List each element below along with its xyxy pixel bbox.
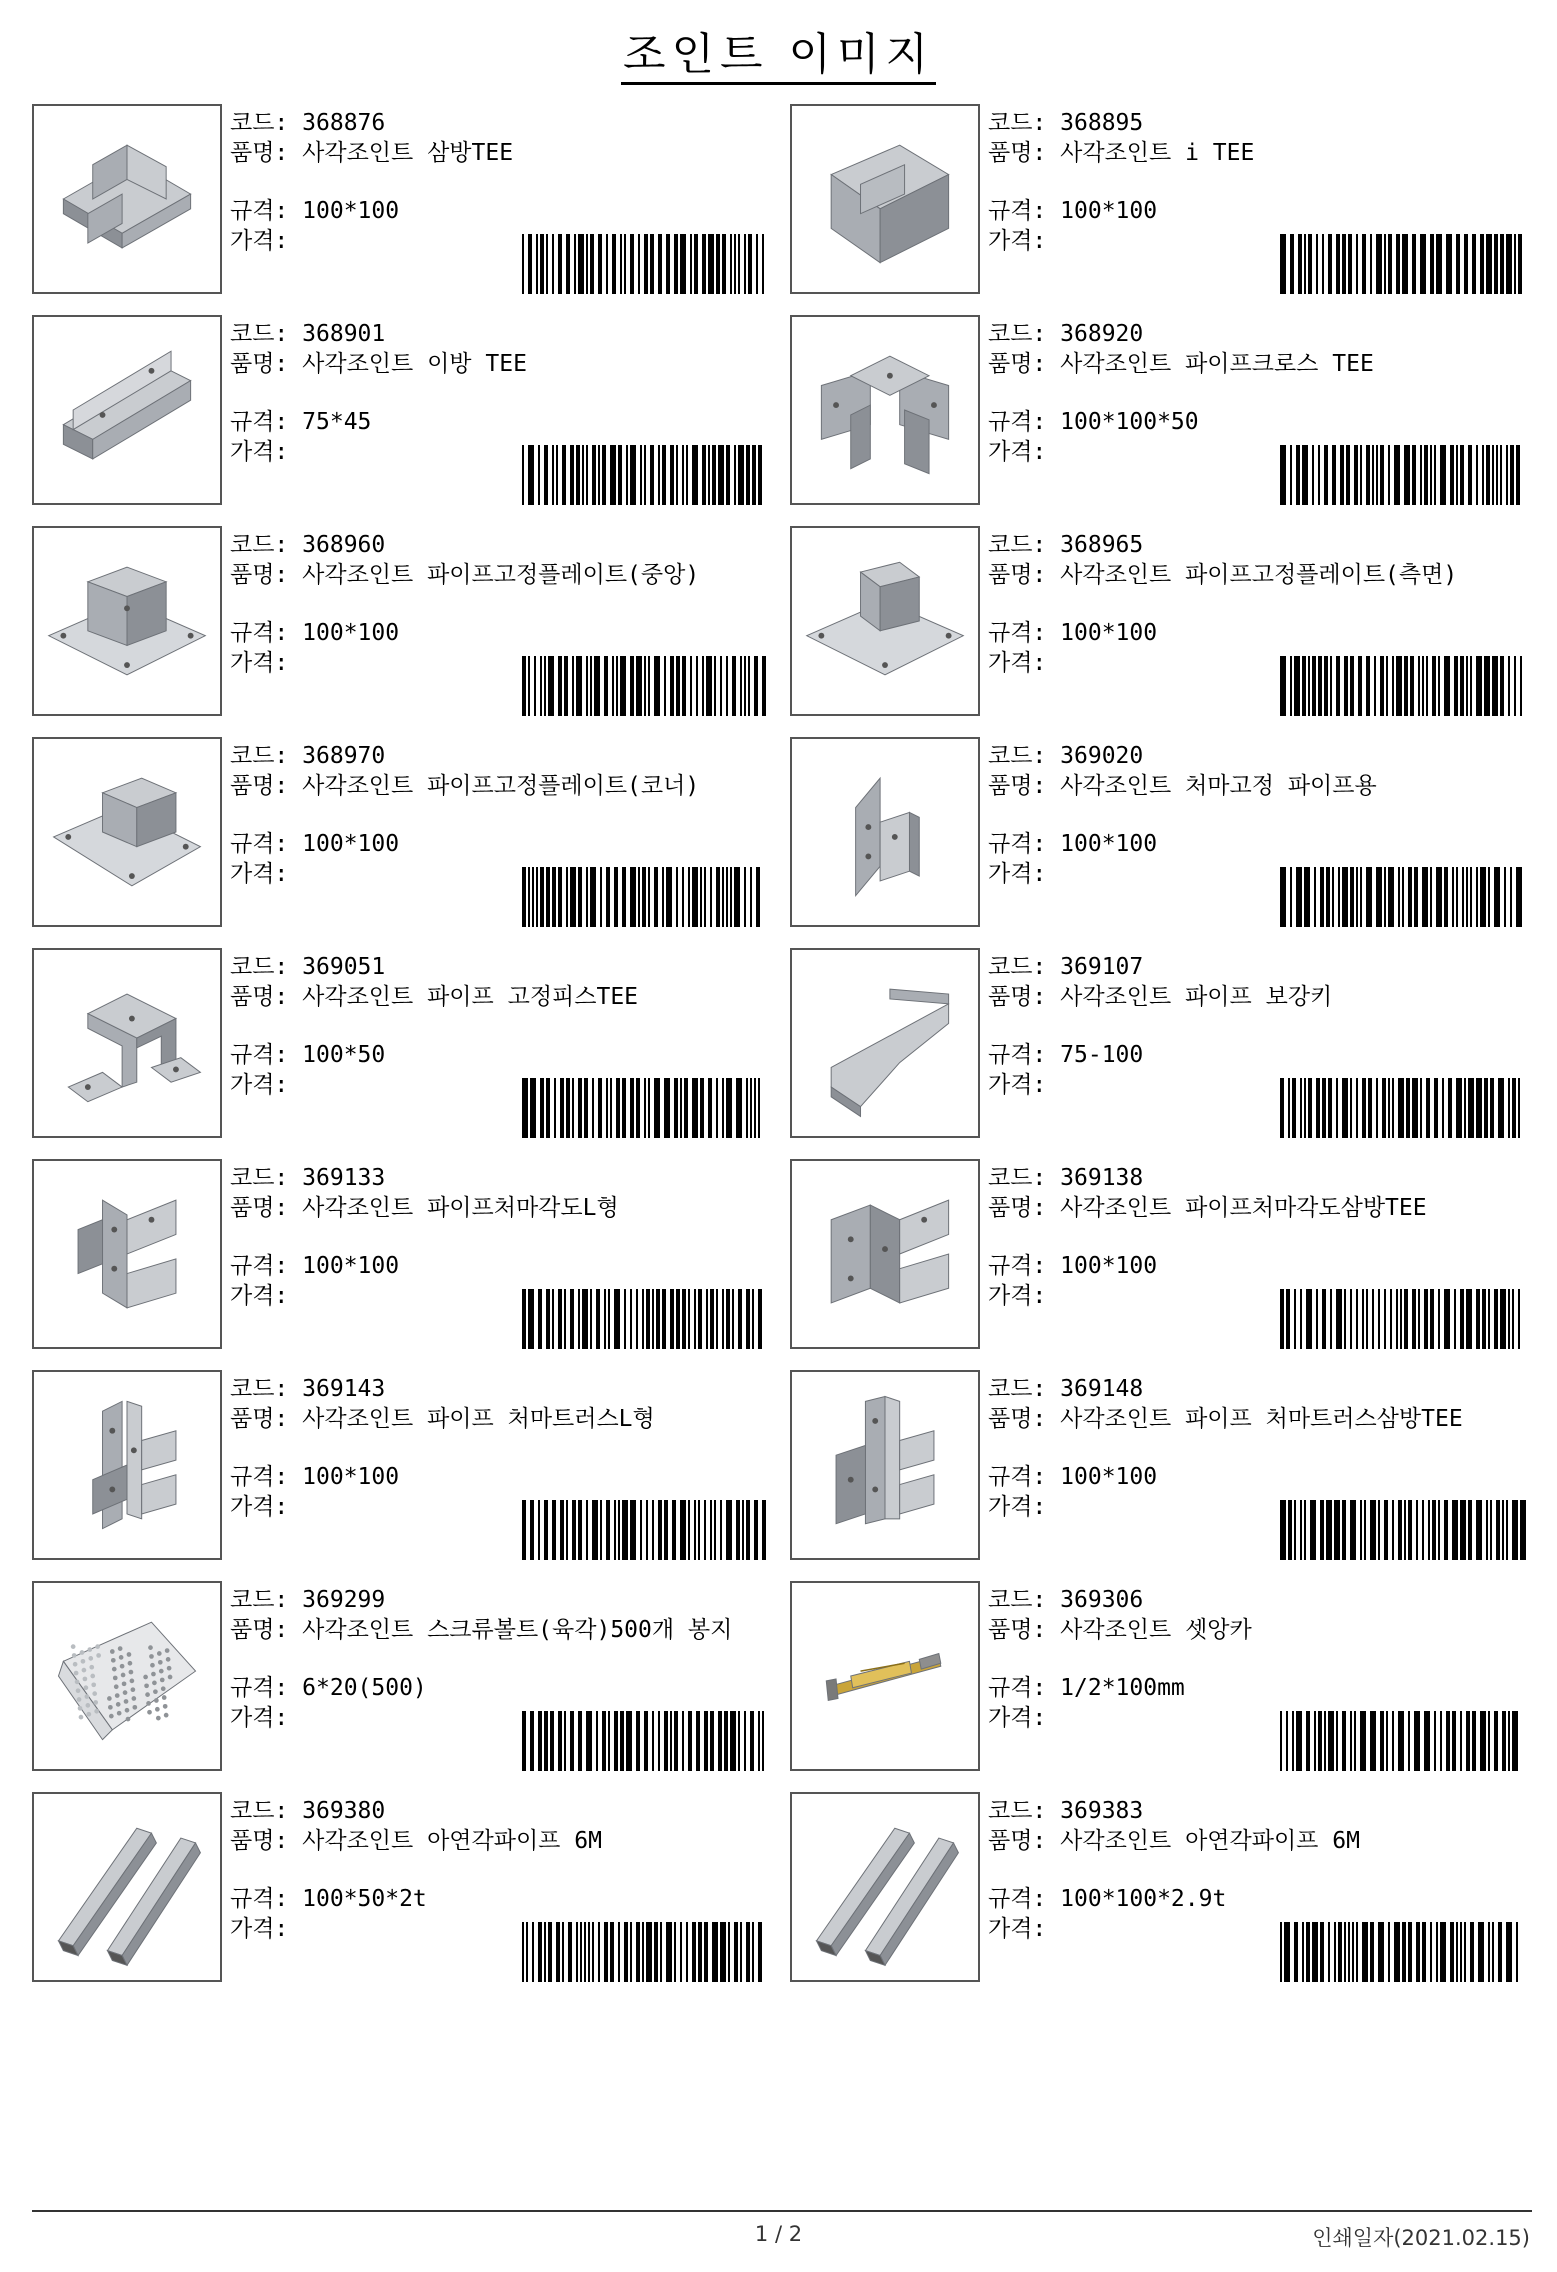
barcode	[520, 1078, 770, 1138]
name-value: 사각조인트 파이프고정플레이트(중앙)	[302, 562, 700, 588]
spec-label: 규격:	[988, 831, 1047, 857]
code-row	[988, 1796, 1528, 1826]
name-value: 사각조인트 파이프크로스 TEE	[1060, 351, 1374, 377]
barcode	[520, 1922, 770, 1982]
product-card	[32, 104, 772, 294]
price-label: 가격:	[230, 1072, 289, 1098]
spec-value: 100*100	[302, 198, 400, 224]
spec-value: 100*100	[1060, 1464, 1158, 1490]
spec-label: 규격:	[988, 1464, 1047, 1490]
product-image	[790, 1581, 980, 1771]
name-value: 사각조인트 파이프 고정피스TEE	[302, 984, 639, 1010]
name-value: 사각조인트 파이프 처마트러스삼방TEE	[1060, 1406, 1463, 1432]
base-plate-corner-icon	[34, 739, 220, 925]
code-label: 코드:	[988, 321, 1047, 347]
product-card	[790, 1159, 1530, 1349]
spec-label: 규격:	[988, 1886, 1047, 1912]
price-label: 가격:	[988, 1705, 1047, 1731]
spec-row	[230, 829, 770, 859]
spec-row	[988, 1251, 1528, 1281]
product-card	[32, 1792, 772, 1982]
barcode	[520, 1500, 770, 1560]
price-label: 가격:	[988, 1283, 1047, 1309]
barcode	[520, 867, 770, 927]
code-row	[988, 952, 1528, 982]
price-label: 가격:	[988, 439, 1047, 465]
footer-divider	[32, 2210, 1532, 2212]
spec-value: 100*50*2t	[302, 1886, 427, 1912]
code-value: 369133	[302, 1165, 386, 1191]
spec-label: 규격:	[988, 1042, 1047, 1068]
code-value: 368965	[1060, 532, 1144, 558]
code-value: 369051	[302, 954, 386, 980]
name-row	[230, 560, 750, 590]
truss-tee-bracket-icon	[792, 1372, 978, 1558]
name-value: 사각조인트 셋앙카	[1060, 1617, 1252, 1643]
price-label: 가격:	[230, 1916, 289, 1942]
name-value: 사각조인트 스크류볼트(육각)500개 봉지	[302, 1617, 733, 1643]
page-number: 1 / 2	[754, 2222, 803, 2246]
price-label: 가격:	[230, 439, 289, 465]
product-card	[790, 526, 1530, 716]
truss-l-bracket-icon	[34, 1372, 220, 1558]
product-image	[790, 104, 980, 294]
barcode	[520, 234, 770, 294]
spec-label: 규격:	[988, 198, 1047, 224]
spec-row	[230, 618, 770, 648]
code-value: 369020	[1060, 743, 1144, 769]
spec-label: 규격:	[230, 1464, 289, 1490]
barcode	[1278, 1289, 1528, 1349]
barcode	[1278, 234, 1528, 294]
code-row	[988, 1163, 1528, 1193]
cross-bracket-icon	[34, 106, 220, 292]
spec-label: 규격:	[230, 409, 289, 435]
spec-row	[230, 196, 770, 226]
code-value: 368960	[302, 532, 386, 558]
spec-value: 100*100	[302, 831, 400, 857]
barcode	[520, 656, 770, 716]
price-label: 가격:	[988, 650, 1047, 676]
barcode	[520, 445, 770, 505]
name-label: 품명:	[988, 773, 1047, 799]
name-row	[230, 1404, 750, 1434]
code-label: 코드:	[230, 1376, 289, 1402]
code-value: 369107	[1060, 954, 1144, 980]
name-value: 사각조인트 처마고정 파이프용	[1060, 773, 1377, 799]
code-label: 코드:	[230, 1165, 289, 1191]
name-label: 품명:	[230, 140, 289, 166]
code-row	[230, 741, 770, 771]
name-label: 품명:	[230, 773, 289, 799]
product-image	[32, 1159, 222, 1349]
spec-value: 100*100*2.9t	[1060, 1886, 1227, 1912]
name-row	[230, 349, 750, 379]
price-label: 가격:	[988, 861, 1047, 887]
name-label: 품명:	[230, 1828, 289, 1854]
product-image	[790, 1370, 980, 1560]
name-label: 품명:	[988, 1617, 1047, 1643]
product-card	[790, 315, 1530, 505]
name-row	[230, 138, 750, 168]
price-label: 가격:	[230, 1283, 289, 1309]
angle-l-bracket-icon	[34, 1161, 220, 1347]
code-row	[230, 952, 770, 982]
u-bracket-icon	[34, 950, 220, 1136]
code-value: 368920	[1060, 321, 1144, 347]
name-label: 품명:	[988, 351, 1047, 377]
product-image	[790, 315, 980, 505]
product-card	[790, 1370, 1530, 1560]
product-image	[32, 948, 222, 1138]
product-card	[32, 1370, 772, 1560]
page-title: 조인트 이미지	[0, 18, 1557, 82]
product-image	[32, 1370, 222, 1560]
print-date: 인쇄일자(2021.02.15)	[1312, 2226, 1530, 2250]
code-label: 코드:	[988, 743, 1047, 769]
price-label: 가격:	[988, 1494, 1047, 1520]
spec-row	[230, 407, 770, 437]
code-value: 368876	[302, 110, 386, 136]
name-value: 사각조인트 아연각파이프 6M	[1060, 1828, 1360, 1854]
spec-value: 1/2*100mm	[1060, 1675, 1185, 1701]
spec-row	[988, 1462, 1528, 1492]
code-value: 369299	[302, 1587, 386, 1613]
code-label: 코드:	[230, 743, 289, 769]
name-row	[988, 771, 1508, 801]
spec-value: 100*100	[1060, 1253, 1158, 1279]
name-row	[230, 1826, 750, 1856]
spec-label: 규격:	[988, 620, 1047, 646]
product-card	[32, 315, 772, 505]
product-card	[790, 104, 1530, 294]
spec-row	[230, 1884, 770, 1914]
price-label: 가격:	[230, 1494, 289, 1520]
price-label: 가격:	[230, 228, 289, 254]
name-row	[988, 1826, 1508, 1856]
spec-row	[230, 1462, 770, 1492]
name-value: 사각조인트 파이프 보강키	[1060, 984, 1333, 1010]
code-label: 코드:	[988, 1165, 1047, 1191]
price-label: 가격:	[230, 861, 289, 887]
price-label: 가격:	[230, 650, 289, 676]
spec-row	[988, 407, 1528, 437]
name-label: 품명:	[230, 984, 289, 1010]
spec-label: 규격:	[230, 1675, 289, 1701]
name-label: 품명:	[988, 1828, 1047, 1854]
code-row	[988, 108, 1528, 138]
product-card	[32, 526, 772, 716]
name-label: 품명:	[230, 562, 289, 588]
eave-bracket-icon	[792, 739, 978, 925]
barcode	[1278, 867, 1528, 927]
product-card	[32, 737, 772, 927]
spec-row	[230, 1673, 770, 1703]
name-row	[230, 1615, 750, 1645]
code-label: 코드:	[230, 954, 289, 980]
name-label: 품명:	[988, 562, 1047, 588]
name-label: 품명:	[230, 351, 289, 377]
barcode	[1278, 1711, 1528, 1771]
code-row	[230, 1163, 770, 1193]
barcode	[1278, 1500, 1528, 1560]
code-row	[988, 1374, 1528, 1404]
spec-value: 100*100	[1060, 198, 1158, 224]
name-label: 품명:	[988, 140, 1047, 166]
name-value: 사각조인트 파이프 처마트러스L형	[302, 1406, 655, 1432]
product-image	[32, 526, 222, 716]
screw-bag-icon	[34, 1583, 220, 1769]
product-image	[32, 1581, 222, 1771]
spec-label: 규격:	[988, 1675, 1047, 1701]
spec-value: 6*20(500)	[302, 1675, 427, 1701]
spec-value: 100*100	[302, 1464, 400, 1490]
code-value: 369143	[302, 1376, 386, 1402]
product-image	[790, 948, 980, 1138]
spec-row	[230, 1251, 770, 1281]
square-pipe-icon	[34, 1794, 220, 1980]
spec-value: 100*100	[1060, 831, 1158, 857]
name-value: 사각조인트 파이프고정플레이트(코너)	[302, 773, 700, 799]
base-plate-side-icon	[792, 528, 978, 714]
code-value: 369380	[302, 1798, 386, 1824]
code-row	[988, 741, 1528, 771]
name-label: 품명:	[230, 1617, 289, 1643]
base-plate-center-icon	[34, 528, 220, 714]
code-row	[230, 319, 770, 349]
name-value: 사각조인트 삼방TEE	[302, 140, 514, 166]
spec-label: 규격:	[230, 620, 289, 646]
code-label: 코드:	[988, 532, 1047, 558]
code-label: 코드:	[230, 532, 289, 558]
product-image	[790, 1792, 980, 1982]
product-card	[790, 948, 1530, 1138]
price-label: 가격:	[230, 1705, 289, 1731]
angle-tee-bracket-icon	[792, 1161, 978, 1347]
code-row	[230, 1796, 770, 1826]
name-label: 품명:	[230, 1406, 289, 1432]
name-row	[230, 771, 750, 801]
spec-row	[988, 618, 1528, 648]
spec-row	[988, 1884, 1528, 1914]
price-label: 가격:	[988, 1916, 1047, 1942]
spec-label: 규격:	[230, 1042, 289, 1068]
barcode	[1278, 656, 1528, 716]
cross-tee-bracket-icon	[792, 317, 978, 503]
code-label: 코드:	[230, 1587, 289, 1613]
spec-label: 규격:	[230, 831, 289, 857]
product-card	[790, 1792, 1530, 1982]
spec-label: 규격:	[230, 198, 289, 224]
barcode	[520, 1711, 770, 1771]
spec-value: 75-100	[1060, 1042, 1144, 1068]
code-row	[988, 530, 1528, 560]
spec-label: 규격:	[230, 1253, 289, 1279]
code-row	[988, 319, 1528, 349]
product-card	[32, 1581, 772, 1771]
gusset-icon	[792, 950, 978, 1136]
product-image	[32, 315, 222, 505]
name-row	[988, 138, 1508, 168]
code-label: 코드:	[988, 1798, 1047, 1824]
spec-label: 규격:	[988, 409, 1047, 435]
spec-label: 규격:	[230, 1886, 289, 1912]
barcode	[520, 1289, 770, 1349]
spec-label: 규격:	[988, 1253, 1047, 1279]
code-row	[230, 1374, 770, 1404]
code-value: 368901	[302, 321, 386, 347]
code-label: 코드:	[988, 110, 1047, 136]
name-value: 사각조인트 i TEE	[1060, 140, 1255, 166]
spec-row	[988, 1040, 1528, 1070]
barcode	[1278, 1922, 1528, 1982]
code-label: 코드:	[230, 321, 289, 347]
code-label: 코드:	[988, 1587, 1047, 1613]
name-value: 사각조인트 파이프처마각도L형	[302, 1195, 619, 1221]
barcode	[1278, 1078, 1528, 1138]
product-card	[790, 737, 1530, 927]
price-label: 가격:	[988, 1072, 1047, 1098]
product-image	[790, 526, 980, 716]
code-value: 369138	[1060, 1165, 1144, 1191]
name-value: 사각조인트 아연각파이프 6M	[302, 1828, 602, 1854]
name-label: 품명:	[230, 1195, 289, 1221]
name-row	[988, 349, 1508, 379]
name-row	[230, 1193, 750, 1223]
name-row	[988, 1615, 1508, 1645]
name-row	[988, 1193, 1508, 1223]
anchor-bolt-icon	[792, 1583, 978, 1769]
code-label: 코드:	[230, 1798, 289, 1824]
spec-value: 100*100	[1060, 620, 1158, 646]
spec-row	[988, 196, 1528, 226]
name-value: 사각조인트 이방 TEE	[302, 351, 527, 377]
name-value: 사각조인트 파이프고정플레이트(측면)	[1060, 562, 1458, 588]
code-label: 코드:	[988, 954, 1047, 980]
code-row	[230, 530, 770, 560]
spec-value: 100*50	[302, 1042, 386, 1068]
price-label: 가격:	[988, 228, 1047, 254]
spec-row	[988, 829, 1528, 859]
name-row	[230, 982, 750, 1012]
code-label: 코드:	[988, 1376, 1047, 1402]
code-row	[230, 108, 770, 138]
spec-value: 75*45	[302, 409, 372, 435]
name-label: 품명:	[988, 1195, 1047, 1221]
spec-row	[988, 1673, 1528, 1703]
spec-value: 100*100	[302, 620, 400, 646]
code-value: 369306	[1060, 1587, 1144, 1613]
code-value: 368895	[1060, 110, 1144, 136]
code-label: 코드:	[230, 110, 289, 136]
product-image	[32, 1792, 222, 1982]
product-card	[790, 1581, 1530, 1771]
product-image	[790, 737, 980, 927]
name-label: 품명:	[988, 984, 1047, 1010]
name-value: 사각조인트 파이프처마각도삼방TEE	[1060, 1195, 1427, 1221]
product-image	[790, 1159, 980, 1349]
product-image	[32, 737, 222, 927]
product-card	[32, 948, 772, 1138]
name-row	[988, 1404, 1508, 1434]
name-label: 품명:	[988, 1406, 1047, 1432]
spec-row	[230, 1040, 770, 1070]
code-value: 369383	[1060, 1798, 1144, 1824]
name-row	[988, 560, 1508, 590]
code-row	[230, 1585, 770, 1615]
code-value: 368970	[302, 743, 386, 769]
channel-bracket-icon	[34, 317, 220, 503]
square-pipe-icon	[792, 1794, 978, 1980]
spec-value: 100*100*50	[1060, 409, 1199, 435]
product-image	[32, 104, 222, 294]
box-bracket-icon	[792, 106, 978, 292]
code-row	[988, 1585, 1528, 1615]
code-value: 369148	[1060, 1376, 1144, 1402]
product-card	[32, 1159, 772, 1349]
spec-value: 100*100	[302, 1253, 400, 1279]
barcode	[1278, 445, 1528, 505]
name-row	[988, 982, 1508, 1012]
